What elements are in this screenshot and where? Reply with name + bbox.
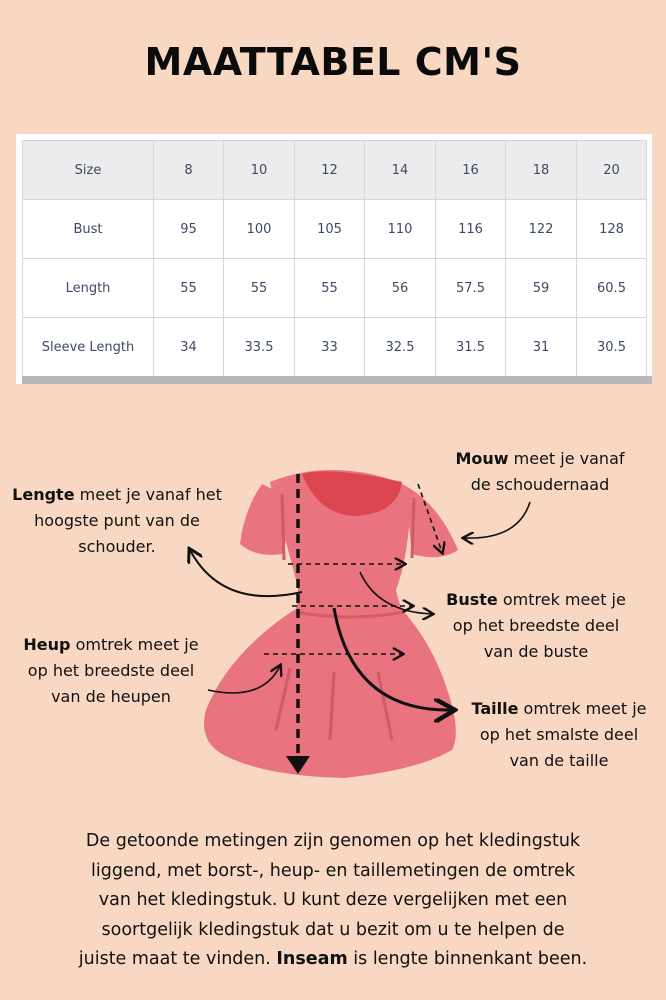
annotation-taille-line1: omtrek meet je: [518, 699, 647, 718]
table-cell: Sleeve Length: [23, 318, 154, 377]
annotation-lengte-line3: schouder.: [78, 537, 156, 556]
size-table: [22, 140, 647, 377]
table-cell: 95: [154, 200, 224, 259]
page-title: MAATTABEL CM'S: [144, 40, 522, 84]
table-cell: Bust: [23, 200, 154, 259]
table-cell: Length: [23, 259, 154, 318]
table-row: [23, 318, 647, 377]
table-cell: 60.5: [577, 259, 647, 318]
annotation-taille-bold: Taille: [471, 699, 519, 718]
annotation-buste: [432, 587, 640, 665]
table-cell: 105: [295, 200, 365, 259]
table-cell: 33.5: [224, 318, 295, 377]
table-cell: 116: [436, 200, 506, 259]
annotation-lengte: [4, 482, 230, 560]
table-cell: 31.5: [436, 318, 506, 377]
annotation-taille: [456, 696, 662, 774]
annotation-heup-line3: van de heupen: [51, 687, 171, 706]
footer-line: De getoonde metingen zijn genomen op het kledingstuk: [85, 831, 581, 851]
table-scrollbar: [22, 376, 652, 384]
table-row: [23, 259, 647, 318]
table-cell: 59: [506, 259, 577, 318]
table-header-cell: Size: [23, 141, 154, 200]
table-cell: 55: [295, 259, 365, 318]
annotation-mouw-line1: meet je vanaf: [508, 449, 625, 468]
table-header-cell: 12: [295, 141, 365, 200]
annotation-mouw: [440, 446, 640, 498]
table-cell: 32.5: [365, 318, 436, 377]
annotation-heup: [8, 632, 214, 710]
annotation-buste-bold: Buste: [446, 590, 498, 609]
table-header-cell: 8: [154, 141, 224, 200]
table-cell: 55: [154, 259, 224, 318]
table-cell: 122: [506, 200, 577, 259]
footer-inseam-term: Inseam: [276, 949, 348, 969]
annotation-buste-line1: omtrek meet je: [497, 590, 626, 609]
annotation-buste-line3: van de buste: [483, 642, 589, 661]
table-cell: 55: [224, 259, 295, 318]
table-header-cell: 18: [506, 141, 577, 200]
table-cell: 30.5: [577, 318, 647, 377]
table-row: [23, 200, 647, 259]
annotation-heup-bold: Heup: [23, 635, 71, 654]
annotation-lengte-line2: hoogste punt van de: [34, 511, 200, 530]
annotation-lengte-line1: meet je vanaf het: [74, 485, 222, 504]
table-cell: 100: [224, 200, 295, 259]
footer-note: [20, 827, 646, 975]
size-table-container: [16, 134, 652, 384]
footer-line: liggend, met borst-, heup- en taillemetingen de omtrek: [91, 860, 575, 881]
annotation-mouw-bold: Mouw: [455, 449, 509, 468]
table-header-cell: 16: [436, 141, 506, 200]
measurement-diagram: [0, 440, 666, 800]
table-cell: 128: [577, 200, 647, 259]
table-header-cell: 20: [577, 141, 647, 200]
annotation-buste-line2: op het breedste deel: [452, 616, 620, 635]
footer-line: soortgelijk kledingstuk dat u bezit om u te helpen de: [101, 919, 565, 940]
table-header-cell: 10: [224, 141, 295, 200]
annotation-heup-line1: omtrek meet je: [70, 635, 199, 654]
annotation-heup-line2: op het breedste deel: [27, 661, 195, 680]
annotation-taille-line2: op het smalste deel: [479, 725, 639, 744]
table-header-row: [23, 141, 647, 200]
table-cell: 56: [365, 259, 436, 318]
table-cell: 31: [506, 318, 577, 377]
table-cell: 34: [154, 318, 224, 377]
footer-line: van het kledingstuk. U kunt deze vergelijken met een: [98, 890, 568, 910]
footer-line: juiste maat te vinden.: [78, 949, 277, 969]
annotation-mouw-line2: de schoudernaad: [470, 475, 610, 494]
table-cell: 33: [295, 318, 365, 377]
footer-line: is lengte binnenkant been.: [347, 949, 588, 969]
table-header-cell: 14: [365, 141, 436, 200]
table-cell: 57.5: [436, 259, 506, 318]
annotation-lengte-bold: Lengte: [12, 485, 75, 504]
table-cell: 110: [365, 200, 436, 259]
annotation-taille-line3: van de taille: [509, 751, 609, 770]
